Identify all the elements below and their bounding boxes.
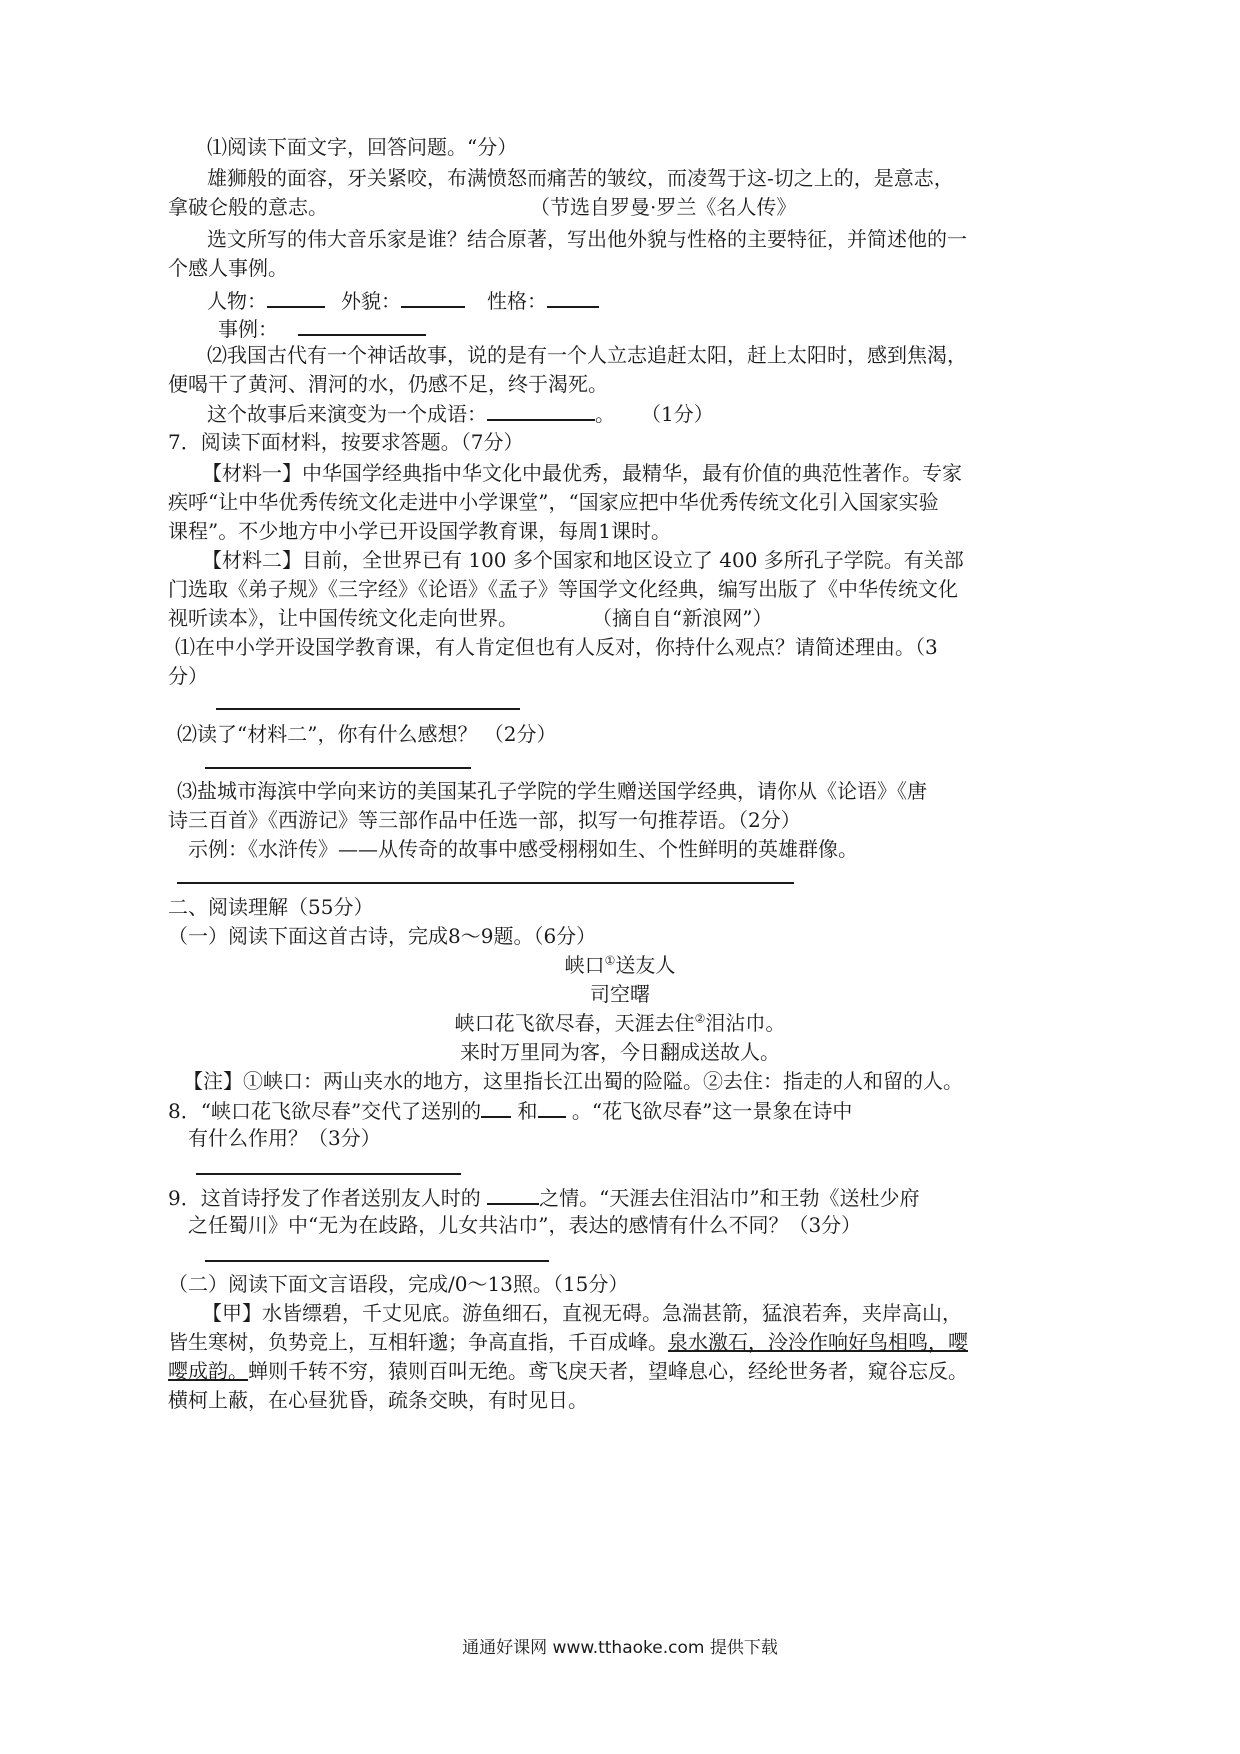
- underlined-sentence: 嘤成韵。: [168, 1359, 248, 1383]
- material-2-source: （摘自自“新浪网”）: [592, 606, 773, 630]
- example-row: [218, 314, 426, 343]
- q9-text: 9．这首诗抒发了作者送别友人时的: [168, 1186, 488, 1210]
- classical-text-line: 横柯上蔽，在心昼犹昏，疏条交映，有时见日。: [168, 1388, 588, 1412]
- material-2-line: 【材料二】目前，全世界已有 100 多个国家和地区设立了 400 多所孔子学院。有关部: [202, 548, 964, 572]
- q6-2-ask-text: 这个故事后来演变为一个成语：: [207, 402, 487, 426]
- part-1-title: （一）阅读下面这首古诗，完成8～9题。（6分）: [168, 924, 597, 948]
- classical-text-line: 嘤成韵。蝉则千转不穷，猿则百叫无绝。鸢飞戾天者，望峰息心，经纶世务者，窥谷忘反。: [168, 1359, 968, 1383]
- q7-sub2-answer-line[interactable]: [205, 767, 471, 769]
- part-2-title: （二）阅读下面文言语段，完成/0～13照。（15分）: [168, 1272, 629, 1296]
- q7-sub2: ⑵读了“材料二”，你有什么感想？ （2分）: [177, 722, 557, 746]
- q6-1-prompt: ⑴阅读下面文字，回答问题。“分）: [207, 135, 518, 159]
- material-1-line: 课程”。不少地方中小学已开设国学教育课，每周1课时。: [168, 519, 671, 543]
- q7-sub3-line: 诗三百首》《西游记》等三部作品中任选一部，拟写一句推荐语。（2分）: [168, 808, 801, 832]
- q8-text: 和: [511, 1099, 538, 1123]
- q6-2-ask: [207, 399, 714, 428]
- poem-note: 【注】①峡口：两山夹水的地方，这里指长江出蜀的险隘。②去住：指走的人和留的人。: [183, 1069, 963, 1093]
- q6-1-question-line: 个感人事例。: [168, 256, 288, 280]
- q6-1-question-line: 选文所写的伟大音乐家是谁？结合原著，写出他外貌与性格的主要特征，并简述他的一: [207, 227, 967, 251]
- q7-sub3-line: ⑶盐城市海滨中学向来访的美国某孔子学院的学生赠送国学经典，请你从《论语》《唐: [177, 779, 927, 803]
- q8-text: 。“花飞欲尽春”这一景象在诗中: [565, 1099, 853, 1123]
- appearance-blank[interactable]: [401, 286, 465, 308]
- material-2-line: 门选取《弟子规》《三字经》《论语》《孟子》等国学文化经典，编写出版了《中华传统文化: [168, 577, 958, 601]
- idiom-blank[interactable]: [487, 399, 595, 421]
- q7-sub3-answer-line[interactable]: [177, 882, 794, 884]
- q6-2-score: （1分）: [641, 402, 714, 426]
- poem-line: 峡口花飞欲尽春，天涯去住②泪沾巾。: [454, 1011, 786, 1035]
- person-blank[interactable]: [267, 286, 325, 308]
- poem-title: 峡口①送友人: [564, 953, 676, 977]
- footer-credit: 通通好课网 www.tthaoke.com 提供下载: [462, 1638, 778, 1658]
- q7-sub1-line: ⑴在中小学开设国学教育课，有人肯定但也有人反对，你持什么观点？请简述理由。（3: [175, 635, 938, 659]
- q9-blank[interactable]: [487, 1183, 539, 1205]
- q8-text: 8．“峡口花飞欲尽春”交代了送别的: [168, 1099, 482, 1123]
- q9-answer-line[interactable]: [205, 1260, 549, 1262]
- character-label: 性格：: [487, 289, 547, 313]
- material-1-line: 疾呼“让中华优秀传统文化走进中小学课堂”，“国家应把中华优秀传统文化引入国家实验: [168, 490, 939, 514]
- q7-sub3-example: 示例：《水浒传》——从传奇的故事中感受栩栩如生、个性鲜明的英雄群像。: [188, 837, 858, 861]
- appearance-label: 外貌：: [341, 289, 401, 313]
- poem-line: 来时万里同为客，今日翻成送故人。: [460, 1040, 780, 1064]
- q6-1-passage-line: 雄狮般的面容，牙关紧咬，布满愤怒而痛苦的皱纹，而凌驾于这-切之上的，是意志，: [207, 166, 954, 190]
- q8-blank-1[interactable]: [481, 1096, 511, 1118]
- classical-text-line: 【甲】水皆缥碧，千丈见底。游鱼细石，直视无碍。急湍甚箭，猛浪若奔，夹岸高山，: [202, 1301, 962, 1325]
- q7-title: 7．阅读下面材料，按要求答题。（7分）: [168, 430, 524, 454]
- q9-line: [168, 1183, 920, 1212]
- classical-text-line: 皆生寒树，负势竞上，互相轩邈；争高直指，千百成峰。泉水激石，泠泠作响好鸟相鸣，嘤: [168, 1330, 968, 1354]
- q8-line: [168, 1096, 852, 1125]
- poem-author: 司空曙: [590, 982, 650, 1006]
- section-2-title: 二、阅读理解（55分）: [168, 895, 374, 919]
- answer-row: [207, 286, 599, 315]
- q9-text: 之情。“天涯去住泪沾巾”和王勃《送杜少府: [539, 1186, 920, 1210]
- q8-line: 有什么作用？（3分）: [188, 1126, 381, 1150]
- q6-2-line: ⑵我国古代有一个神话故事，说的是有一个人立志追赶太阳，赶上太阳时，感到焦渴，: [207, 343, 967, 367]
- q6-1-source: （节选自罗曼·罗兰《名人传》: [530, 195, 797, 219]
- material-1-line: 【材料一】中华国学经典指中华文化中最优秀，最精华，最有价值的典范性著作。专家: [202, 461, 962, 485]
- example-blank[interactable]: [298, 314, 426, 336]
- q6-2-line: 便喝干了黄河、渭河的水，仍感不足，终于渴死。: [168, 372, 608, 396]
- q8-answer-line[interactable]: [196, 1173, 461, 1175]
- q7-sub1-answer-line[interactable]: [216, 708, 520, 710]
- q6-2-ask-end: 。: [595, 402, 615, 426]
- person-label: 人物：: [207, 289, 267, 313]
- example-label: 事例：: [218, 317, 278, 341]
- q7-sub1-line: 分）: [168, 664, 208, 688]
- q8-blank-2[interactable]: [538, 1096, 566, 1118]
- underlined-sentence: 泉水激石，泠泠作响好鸟相鸣，嘤: [668, 1330, 968, 1354]
- character-blank[interactable]: [547, 286, 599, 308]
- q6-1-passage-line: 拿破仑般的意志。: [168, 195, 328, 219]
- material-2-line: 视听读本》，让中国传统文化走向世界。: [168, 606, 518, 630]
- q9-line: 之任蜀川》中“无为在歧路，儿女共沾巾”，表达的感情有什么不同？（3分）: [188, 1213, 862, 1237]
